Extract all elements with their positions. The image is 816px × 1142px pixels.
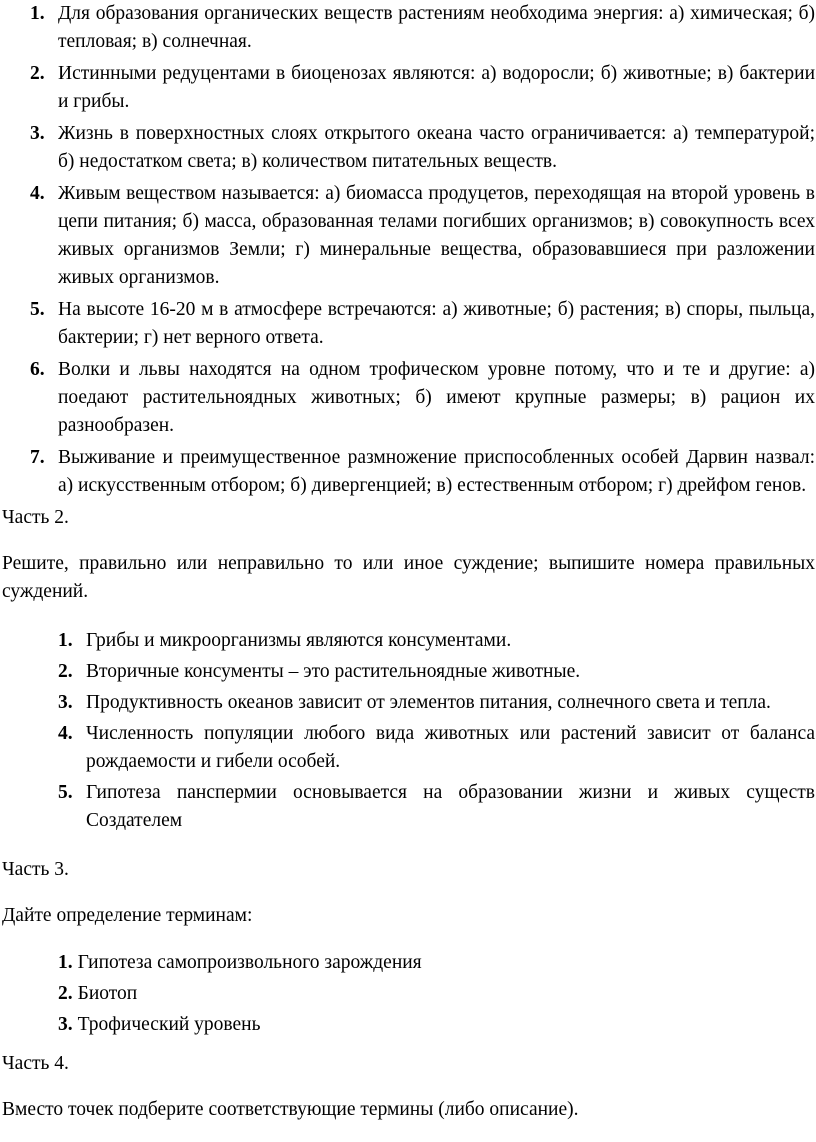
list-item (58, 980, 815, 1008)
item-text: Продуктивность океанов зависит от элементов питания, солнечного света и тепла. (86, 692, 771, 713)
item-text: Грибы и микроорганизмы являются консументами. (86, 630, 512, 651)
item-number: 5. (58, 782, 73, 803)
item-number: 1. (30, 3, 45, 24)
list-item (58, 779, 815, 835)
list-item (58, 1011, 815, 1039)
list-item (30, 120, 815, 176)
part1-question-list (30, 0, 815, 504)
list-item (58, 720, 815, 776)
list-item (58, 689, 815, 717)
item-text: Жизнь в поверхностных слоях открытого океана часто ограничивается: а) температурой; б) недостатком света; в) количеством питательных веществ. (58, 123, 815, 172)
part3-instruction: Дайте определение терминам: (2, 905, 253, 926)
item-number: 6. (30, 359, 45, 380)
list-item (30, 60, 815, 116)
item-number: 1. (58, 630, 73, 651)
part2-instruction: Решите, правильно или неправильно то или иное суждение; выпишите номера правильных суждений. (2, 553, 815, 602)
part3-heading: Часть 3. (2, 859, 69, 880)
item-text: Волки и львы находятся на одном трофическом уровне потому, что и те и другие: а) поедают растительноядных животных; б) имеют крупные размеры; в) рацион их разнообразен. (58, 359, 815, 436)
item-number: 3. (58, 692, 73, 713)
item-text: Гипотеза панспермии основывается на образовании жизни и живых существ Создателем (86, 782, 815, 831)
item-text: Для образования органических веществ растениям необходима энергия: а) химическая; б) тепловая; в) солнечная. (58, 3, 815, 52)
part3-term-list (58, 949, 815, 1042)
item-number: 7. (30, 447, 45, 468)
item-text: Гипотеза самопроизвольного зарождения (77, 952, 422, 973)
item-number: 3. (30, 123, 45, 144)
list-item (30, 296, 815, 352)
list-item (30, 356, 815, 440)
item-number: 4. (58, 723, 73, 744)
item-number: 2. (58, 983, 73, 1004)
part4-instruction: Вместо точек подберите соответствующие термины (либо описание). (2, 1099, 579, 1120)
item-text: Численность популяции любого вида животных или растений зависит от баланса рождаемости и гибели особей. (86, 723, 815, 772)
item-number: 2. (58, 661, 73, 682)
list-item (30, 0, 815, 56)
item-number: 5. (30, 299, 45, 320)
item-number: 2. (30, 63, 45, 84)
item-text: Биотоп (77, 983, 138, 1004)
part4-heading: Часть 4. (2, 1053, 69, 1074)
item-text: Вторичные консументы – это растительноядные животные. (86, 661, 581, 682)
list-item (58, 658, 815, 686)
item-text: Трофический уровень (77, 1014, 261, 1035)
item-number: 4. (30, 183, 45, 204)
item-number: 1. (58, 952, 73, 973)
item-text: Выживание и преимущественное размножение приспособленных особей Дарвин назвал: а) искусственным отбором; б) дивергенцией; в) естественным отбором; г) дрейфом генов. (58, 447, 815, 496)
item-text: На высоте 16-20 м в атмосфере встречаются: а) животные; б) растения; в) споры, пыльца, бактерии; г) нет верного ответа. (58, 299, 815, 348)
list-item (30, 444, 815, 500)
list-item (58, 627, 815, 655)
list-item (30, 180, 815, 292)
item-text: Истинными редуцентами в биоценозах являются: а) водоросли; б) животные; в) бактерии и грибы. (58, 63, 815, 112)
item-text: Живым веществом называется: а) биомасса продуцетов, переходящая на второй уровень в цепи питания; б) масса, образованная телами погибших организмов; в) совокупность всех живых организмов Земли; г) минеральные вещества, образовавшиеся при разложении живых организмов. (58, 183, 815, 288)
item-number: 3. (58, 1014, 73, 1035)
part2-heading: Часть 2. (2, 507, 69, 528)
part2-statement-list (58, 627, 815, 838)
list-item (58, 949, 815, 977)
